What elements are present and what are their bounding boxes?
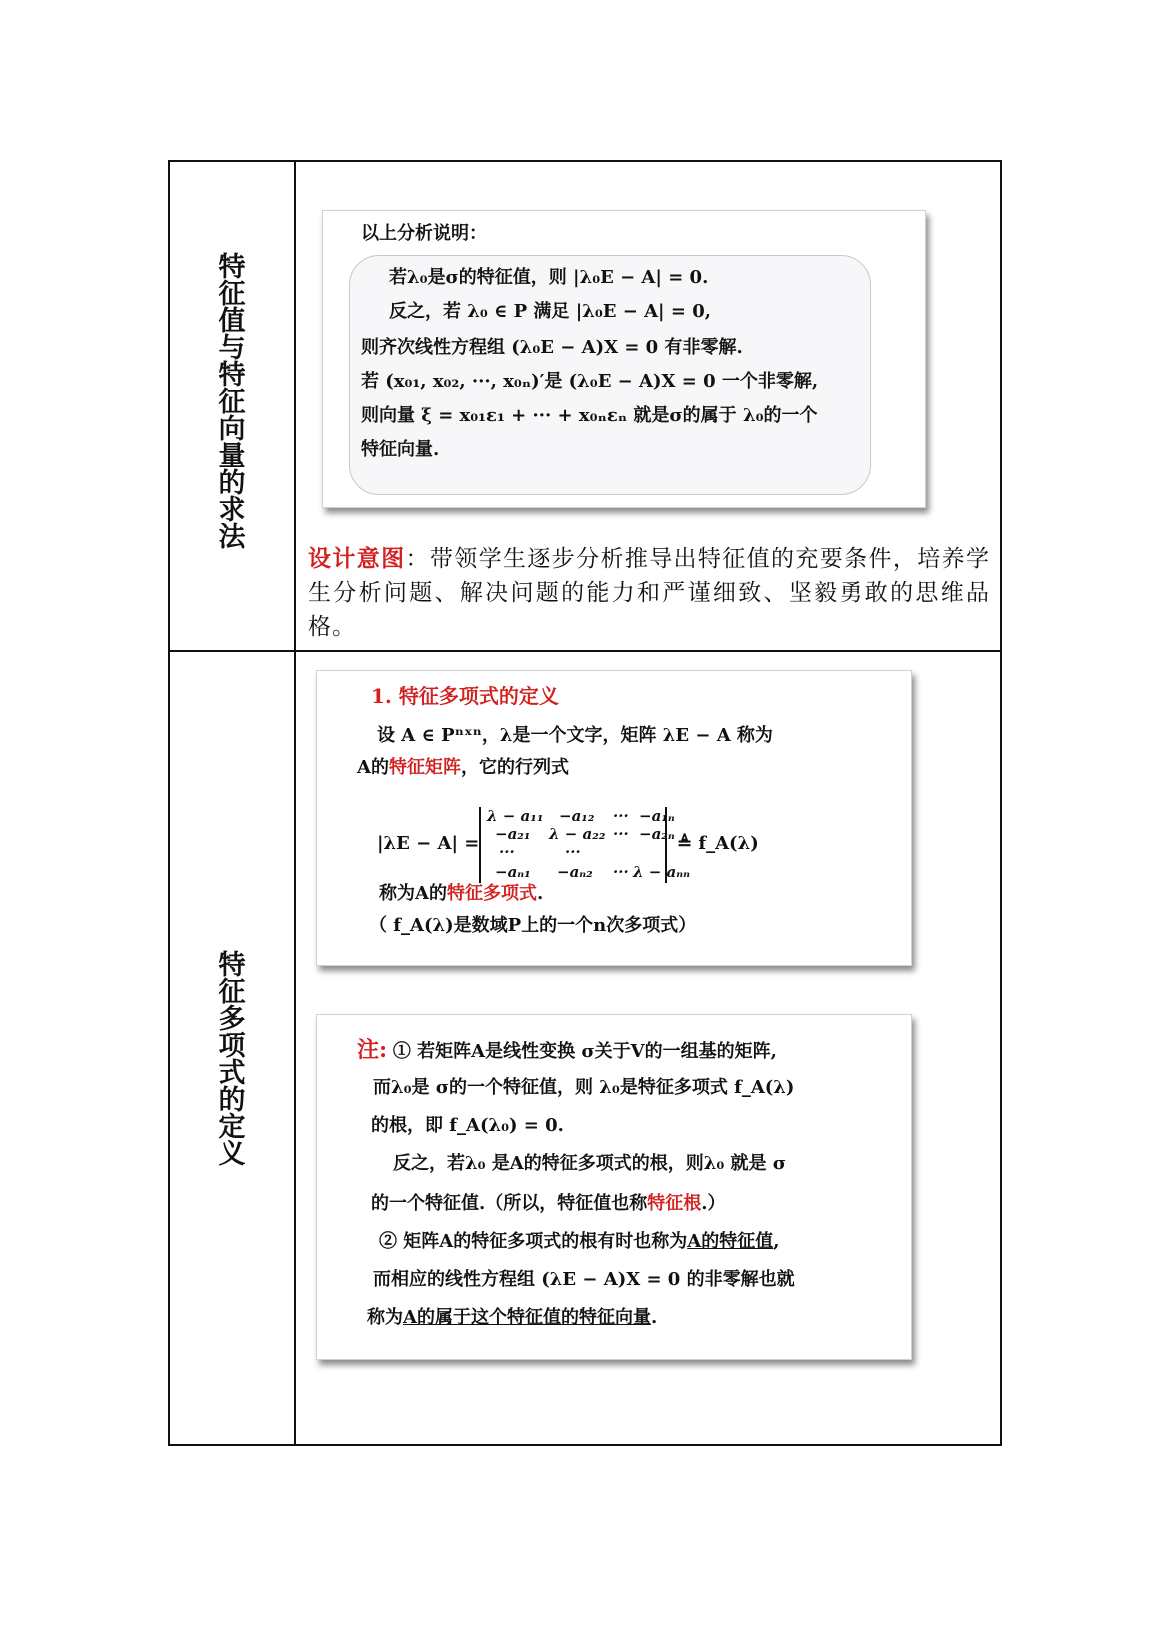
eigenvalue-of-a-term: A的特征值 — [687, 1231, 774, 1252]
det-cell: ··· — [613, 863, 629, 881]
note-line-3: 的根，即 f_A(λ₀) = 0. — [371, 1115, 564, 1136]
det-cell: λ − aₙₙ — [633, 863, 690, 881]
note-line-6-suffix: , — [773, 1231, 780, 1252]
det-cell: λ − a₁₁ — [487, 807, 544, 825]
document-table — [168, 160, 1002, 1446]
det-cell: λ − a₂₂ — [549, 825, 606, 843]
definition-line-2-suffix: ，它的行列式 — [460, 757, 569, 778]
definition-line-4: （ f_A(λ)是数域P上的一个n次多项式） — [369, 915, 697, 936]
analysis-slide — [322, 210, 926, 508]
det-cell: ··· — [499, 843, 515, 861]
note-slide — [316, 1014, 912, 1360]
determinant — [377, 807, 759, 885]
design-intent-text: ：带领学生逐步分析推导出特征值的充要条件，培养学生分析问题、解决问题的能力和严谨细致、坚毅勇敢的思维品格。 — [308, 546, 991, 640]
characteristic-matrix-term: 特征矩阵 — [388, 757, 461, 778]
slide-line-3: 则齐次线性方程组 (λ₀E − A)X = 0 有非零解. — [361, 337, 743, 358]
determinant-rhs: ≜ f_A(λ) — [677, 833, 759, 854]
det-cell: −aₙ₂ — [557, 863, 593, 881]
det-cell: −a₁ₙ — [639, 807, 675, 825]
row2-label — [170, 952, 294, 1168]
det-cell: ··· — [613, 807, 629, 825]
note-line-5-prefix: 的一个特征值.（所以，特征值也称 — [371, 1193, 648, 1214]
det-cell: −a₂₁ — [495, 825, 531, 843]
slide-line-4: 若 (x₀₁, x₀₂, ···, x₀ₙ)′是 (λ₀E − A)X = 0 一个非零解, — [361, 371, 819, 392]
characteristic-root-term: 特征根 — [647, 1193, 702, 1214]
note-line-6-prefix: ② 矩阵A的特征多项式的根有时也称为 — [379, 1231, 688, 1252]
characteristic-polynomial-term: 特征多项式 — [446, 883, 537, 904]
definition-line-2-prefix: A的 — [357, 757, 389, 778]
definition-line-1: 设 A ∈ Pⁿˣⁿ，λ是一个文字，矩阵 λE − A 称为 — [377, 725, 773, 746]
determinant-lhs: |λE − A| = — [377, 833, 480, 854]
column-divider — [294, 162, 296, 1444]
row1-label — [170, 254, 294, 551]
det-cell: −a₁₂ — [559, 807, 595, 825]
slide-intro: 以上分析说明： — [361, 223, 487, 244]
definition-slide — [316, 670, 912, 966]
slide-line-6: 特征向量. — [361, 439, 440, 460]
design-intent — [308, 542, 990, 644]
slide-line-2: 反之，若 λ₀ ∈ P 满足 |λ₀E − A| = 0, — [389, 301, 712, 322]
det-cell: ··· — [565, 843, 581, 861]
design-intent-label: 设计意图 — [308, 546, 406, 572]
note-line-5-suffix: .） — [701, 1193, 726, 1214]
determinant-left-bar — [479, 807, 481, 883]
row-divider — [170, 650, 1000, 652]
note-line-1: ① 若矩阵A是线性变换 σ关于V的一组基的矩阵, — [392, 1041, 777, 1062]
eigenvector-of-a-term: A的属于这个特征值的特征向量 — [403, 1307, 651, 1328]
note-line-2: 而λ₀是 σ的一个特征值，则 λ₀是特征多项式 f_A(λ) — [373, 1077, 795, 1098]
note-line-8-suffix: . — [650, 1307, 658, 1328]
row1-label-text: 特征值与特征向量的求法 — [218, 252, 246, 553]
det-cell: −aₙ₁ — [495, 863, 531, 881]
note-label: 注: — [357, 1037, 388, 1063]
det-cell: ··· — [613, 825, 629, 843]
det-cell: −a₂ₙ — [639, 825, 675, 843]
definition-heading: 1. 特征多项式的定义 — [371, 684, 559, 708]
definition-line-3-prefix: 称为A的 — [379, 883, 447, 904]
definition-line-3-suffix: . — [536, 883, 544, 904]
note-line-7: 而相应的线性方程组 (λE − A)X = 0 的非零解也就 — [373, 1269, 795, 1290]
note-line-8-prefix: 称为 — [367, 1307, 403, 1328]
slide-line-5: 则向量 ξ = x₀₁ε₁ + ··· + x₀ₙεₙ 就是σ的属于 λ₀的一个 — [361, 405, 818, 426]
slide-line-1: 若λ₀是σ的特征值，则 |λ₀E − A| = 0. — [389, 267, 709, 288]
note-line-4: 反之，若λ₀ 是A的特征多项式的根，则λ₀ 就是 σ — [393, 1153, 787, 1174]
row2-label-text: 特征多项式的定义 — [218, 950, 246, 1170]
